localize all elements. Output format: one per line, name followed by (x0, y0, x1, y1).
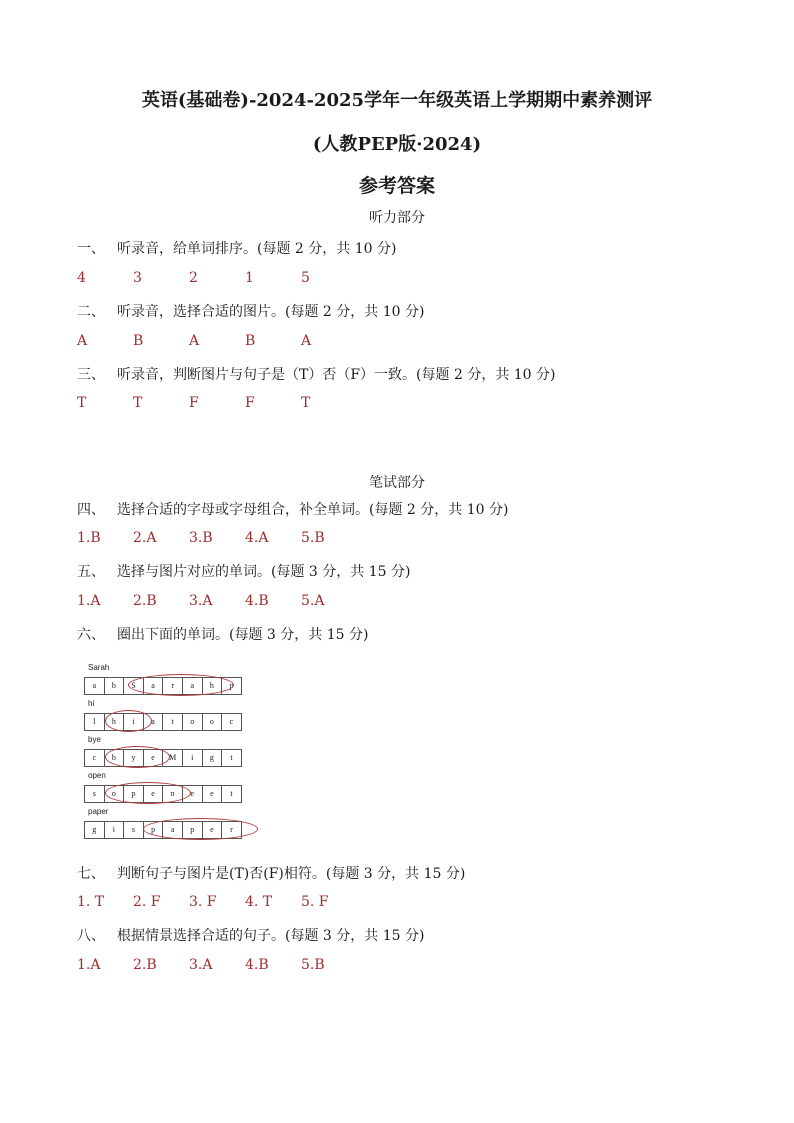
letter-cell: e (203, 786, 223, 802)
letter-cell: a (85, 678, 105, 694)
answer: T (301, 395, 311, 411)
answer: F (245, 395, 255, 411)
question-text: 判断句子与图片是(T)否(F)相符。(每题 3 分，共 15 分) (117, 866, 466, 882)
question-number: 六、 (77, 627, 105, 643)
word-label: open (88, 771, 106, 780)
question-number: 一、 (77, 241, 105, 257)
letter-cell: t (230, 789, 233, 798)
answer: 4.A (245, 530, 269, 546)
question-number: 七、 (77, 866, 105, 882)
answer: A (301, 333, 312, 349)
answer-key-heading: 参考答案 (358, 175, 435, 197)
question-number: 五、 (77, 564, 105, 580)
question-number: 八、 (77, 928, 105, 944)
question-2 (77, 301, 424, 321)
letter-cell: r (163, 678, 183, 694)
letter-cell: M (163, 750, 183, 766)
letter-cell: a (144, 678, 164, 694)
answers-1 (77, 270, 310, 286)
answer: 5 (301, 270, 310, 286)
answer: 5.B (301, 957, 325, 973)
letter-cell: t (230, 753, 233, 762)
page-title: 英语(基础卷)-2024-2025学年一年级英语上学期期中素养测评 (141, 90, 653, 111)
answer: 4. T (245, 894, 273, 910)
answer: 2 (189, 270, 198, 286)
letter-cell: p (229, 681, 234, 690)
answer: 4.B (245, 957, 269, 973)
letter-cell: o (203, 714, 223, 730)
answer: 4.B (245, 593, 269, 609)
answer-circle (105, 746, 170, 768)
question-number: 四、 (77, 502, 105, 518)
question-6 (77, 624, 368, 644)
answer: 5. F (301, 894, 329, 910)
answer-circle (143, 818, 258, 840)
answer: A (77, 333, 88, 349)
letter-cell: h (203, 678, 223, 694)
answer: 3.A (189, 957, 213, 973)
answers-3 (77, 395, 310, 411)
letter-cell: r (230, 825, 233, 834)
letter-cell: e (144, 750, 164, 766)
question-text: 听录音，选择合适的图片。(每题 2 分，共 10 分) (117, 304, 425, 320)
answers-4 (77, 530, 325, 546)
question-8 (77, 925, 424, 945)
question-text: 听录音，给单词排序。(每题 2 分，共 10 分) (117, 241, 397, 257)
answer: 2.A (133, 530, 157, 546)
question-3 (77, 364, 556, 384)
letter-cell: i (105, 822, 125, 838)
letter-cell: o (183, 714, 203, 730)
letter-cell: i (124, 714, 144, 730)
answer: 1.B (77, 530, 101, 546)
letter-cell: p (183, 822, 203, 838)
letter-cell: e (203, 822, 223, 838)
word-label: bye (88, 735, 101, 744)
answer: 5.B (301, 530, 325, 546)
letter-cell: g (85, 822, 105, 838)
answers-2 (77, 333, 311, 349)
listening-heading: 听力部分 (369, 210, 425, 226)
letter-cell: l (85, 714, 105, 730)
answer: 1 (245, 270, 254, 286)
answer: 3.A (189, 593, 213, 609)
letter-cell: y (124, 750, 144, 766)
letter-cell: c (85, 750, 105, 766)
answers-8 (77, 957, 325, 973)
answer: 4 (77, 270, 86, 286)
letter-cell: p (124, 786, 144, 802)
question-text: 选择与图片对应的单词。(每题 3 分，共 15 分) (117, 564, 411, 580)
answer: 2.B (133, 593, 157, 609)
word-label: paper (88, 807, 109, 816)
answer: A (189, 333, 200, 349)
answer: 3. F (189, 894, 217, 910)
word-label: hi (88, 699, 95, 708)
answer: T (133, 395, 143, 411)
answers-5 (77, 593, 324, 609)
answer-circle (105, 710, 152, 732)
answer: 3.B (189, 530, 213, 546)
question-number: 三、 (77, 367, 105, 383)
letter-cell: b (105, 678, 125, 694)
page-subtitle: (人教PEP版·2024) (312, 134, 482, 155)
written-heading: 笔试部分 (369, 475, 425, 491)
letter-cell: c (229, 717, 234, 726)
answer: 3 (133, 270, 142, 286)
answer: 1.A (77, 957, 101, 973)
letter-cell: o (105, 786, 125, 802)
letter-cell: i (183, 750, 203, 766)
answer: 2. F (133, 894, 161, 910)
answer: 5.A (301, 593, 325, 609)
word-label: Sarah (88, 663, 110, 672)
letter-cell: e (183, 786, 203, 802)
answer: 1.A (77, 593, 101, 609)
question-number: 二、 (77, 304, 105, 320)
letter-cell: S (124, 678, 144, 694)
letter-cell: g (203, 750, 223, 766)
answers-7 (77, 894, 329, 910)
answer: 1. T (77, 894, 105, 910)
question-text: 听录音，判断图片与句子是（T）否（F）一致。(每题 2 分，共 10 分) (117, 367, 556, 383)
answer-circle (105, 782, 191, 804)
question-1 (77, 238, 396, 258)
question-text: 圈出下面的单词。(每题 3 分，共 15 分) (117, 627, 369, 643)
answer: B (133, 333, 144, 349)
letter-cell: h (105, 714, 125, 730)
letter-cell: s (85, 786, 105, 802)
question-4 (77, 499, 508, 519)
answer-circle (128, 674, 234, 696)
letter-cell: p (144, 822, 164, 838)
question-text: 根据情景选择合适的句子。(每题 3 分，共 15 分) (117, 928, 425, 944)
letter-cell: a (183, 678, 203, 694)
letter-cell: t (163, 714, 183, 730)
question-7 (77, 863, 465, 883)
letter-cell: s (124, 822, 144, 838)
question-text: 选择合适的字母或字母组合，补全单词。(每题 2 分，共 10 分) (117, 502, 509, 518)
letter-cell: e (144, 786, 164, 802)
answer: F (189, 395, 199, 411)
letter-cell: a (144, 714, 164, 730)
letter-cell: b (105, 750, 125, 766)
answer: 2.B (133, 957, 157, 973)
letter-cell: n (163, 786, 183, 802)
question-5 (77, 561, 410, 581)
answer: B (245, 333, 256, 349)
letter-cell: a (163, 822, 183, 838)
answer: T (77, 395, 87, 411)
